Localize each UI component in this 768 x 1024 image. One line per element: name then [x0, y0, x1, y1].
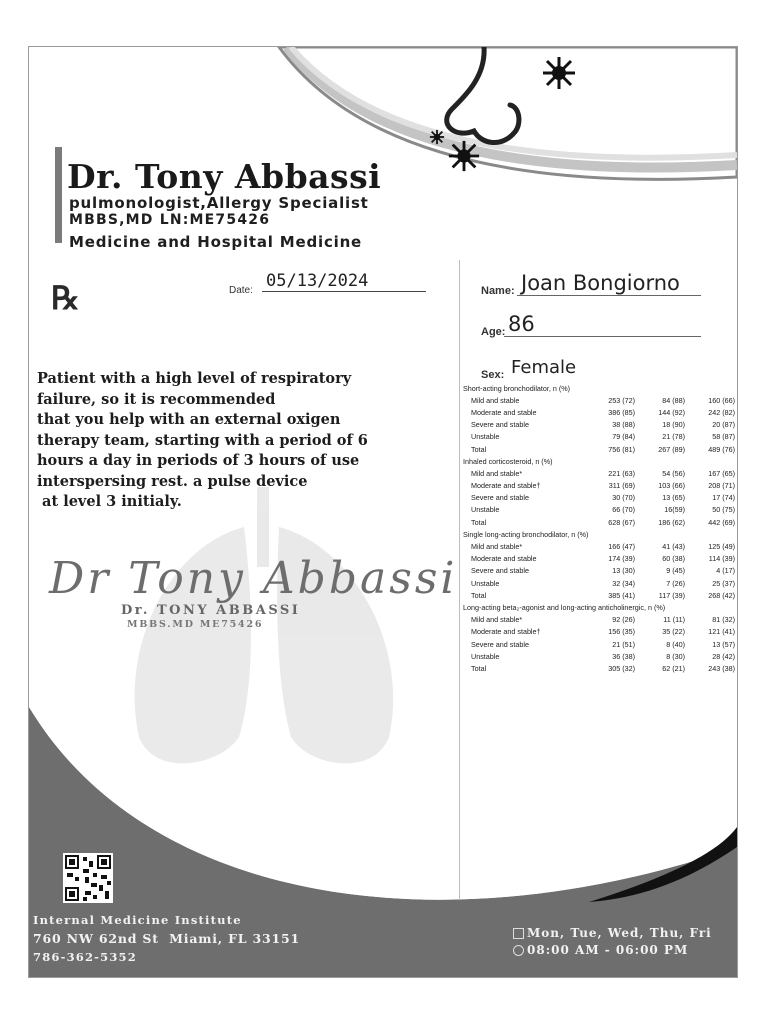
table-cell: 156 (35)	[608, 627, 635, 637]
table-cell: 54 (56)	[662, 468, 685, 478]
office-days	[513, 926, 712, 940]
row-label: Moderate and stable†	[471, 481, 541, 491]
table-cell: 4 (17)	[716, 566, 735, 576]
table-cell: 311 (69)	[608, 481, 635, 491]
table-cell: 117 (39)	[658, 590, 685, 600]
table-cell: 32 (34)	[612, 578, 635, 588]
section-title: Single long-acting bronchodilator, n (%)	[463, 529, 589, 539]
patient-sex-field: Female	[511, 357, 577, 378]
table-cell: 20 (87)	[712, 420, 735, 430]
table-cell: 114 (39)	[708, 554, 735, 564]
table-cell: 121 (41)	[708, 627, 735, 637]
table-cell: 21 (51)	[612, 639, 635, 649]
office-hours	[513, 943, 688, 957]
row-label: Moderate and stable†	[471, 627, 541, 637]
table-cell: 30 (70)	[612, 493, 635, 503]
table-cell: 36 (38)	[612, 651, 635, 661]
row-label: Total	[471, 590, 487, 600]
table-cell: 160 (66)	[708, 395, 735, 405]
table-cell: 385 (41)	[608, 590, 635, 600]
table-section-header	[463, 601, 735, 613]
table-cell: 92 (26)	[612, 615, 635, 625]
row-label: Total	[471, 517, 487, 527]
prescription-line: Patient with a high level of respiratory	[37, 370, 352, 387]
section-title: Short-acting bronchodilator, n (%)	[463, 383, 571, 393]
row-label: Unstable	[471, 578, 500, 588]
row-label: Unstable	[471, 432, 500, 442]
table-cell: 17 (74)	[712, 493, 735, 503]
table-cell: 79 (84)	[612, 432, 635, 442]
table-cell: 186 (62)	[658, 517, 685, 527]
table-row	[463, 492, 735, 504]
table-cell: 253 (72)	[608, 395, 635, 405]
row-label: Moderate and stable	[471, 554, 537, 564]
table-cell: 221 (63)	[608, 468, 635, 478]
prescription-page	[28, 46, 738, 978]
table-cell: 103 (66)	[658, 481, 685, 491]
table-cell: 50 (75)	[712, 505, 735, 515]
table-section-header	[463, 528, 735, 540]
patient-sex-label: Sex:	[481, 369, 505, 381]
table-cell: 144 (92)	[658, 407, 685, 417]
table-cell: 125 (49)	[708, 542, 735, 552]
patient-age-field: 86	[504, 312, 701, 337]
table-cell: 166 (47)	[608, 542, 635, 552]
office-days-text: Mon, Tue, Wed, Thu, Fri	[527, 926, 712, 940]
stats-table	[463, 382, 735, 675]
table-cell: 756 (81)	[608, 444, 635, 454]
row-label: Severe and stable	[471, 420, 529, 430]
table-row	[463, 650, 735, 662]
prescription-text	[37, 369, 437, 513]
prescription-line: therapy team, starting with a period of 6	[37, 431, 368, 449]
table-row	[463, 589, 735, 601]
virus-icon	[429, 129, 445, 145]
section-title: Inhaled corticosteroid, n (%)	[463, 456, 553, 466]
table-row	[463, 516, 735, 528]
table-row	[463, 480, 735, 492]
table-cell: 242 (82)	[708, 407, 735, 417]
row-label: Severe and stable	[471, 493, 529, 503]
prescription-line: that you help with an external oxigen	[37, 411, 341, 428]
row-label: Mild and stable*	[471, 468, 523, 478]
table-cell: 267 (89)	[658, 444, 685, 454]
table-cell: 167 (65)	[708, 468, 735, 478]
table-cell: 18 (90)	[662, 420, 685, 430]
rx-symbol: ℞	[51, 279, 80, 317]
row-label: Severe and stable	[471, 566, 529, 576]
table-cell: 21 (78)	[662, 432, 685, 442]
table-cell: 8 (40)	[666, 639, 685, 649]
table-cell: 13 (65)	[662, 493, 685, 503]
table-cell: 66 (70)	[612, 505, 635, 515]
institute-phone: 786-362-5352	[33, 950, 137, 964]
table-cell: 35 (22)	[662, 627, 685, 637]
accent-bar	[55, 147, 62, 243]
stats-table-grid	[463, 382, 735, 675]
patient-age-label: Age:	[481, 326, 506, 338]
table-cell: 305 (32)	[608, 663, 635, 673]
table-cell: 9 (45)	[666, 566, 685, 576]
row-label: Moderate and stable	[471, 407, 537, 417]
table-cell: 84 (88)	[662, 395, 685, 405]
table-cell: 60 (38)	[662, 554, 685, 564]
table-cell: 386 (85)	[608, 407, 635, 417]
table-cell: 628 (67)	[608, 517, 635, 527]
table-cell: 13 (30)	[612, 566, 635, 576]
doctor-name: Dr. Tony Abbassi	[67, 157, 382, 196]
table-cell: 62 (21)	[662, 663, 685, 673]
row-label: Mild and stable	[471, 395, 520, 405]
table-cell: 442 (69)	[708, 517, 735, 527]
stamp-name: Dr. TONY ABBASSI	[121, 603, 301, 618]
table-row	[463, 614, 735, 626]
table-cell: 16(59)	[664, 505, 685, 515]
prescription-line: hours a day in periods of 3 hours of use	[37, 452, 360, 469]
clock-icon	[513, 945, 524, 956]
institute-name: Internal Medicine Institute	[33, 913, 242, 927]
table-cell: 28 (42)	[712, 651, 735, 661]
table-row	[463, 419, 735, 431]
date-field: 05/13/2024	[262, 271, 426, 292]
patient-name-field: Joan Bongiorno	[517, 271, 701, 296]
table-row	[463, 565, 735, 577]
table-cell: 38 (88)	[612, 420, 635, 430]
doctor-signature: Dr Tony Abbassi	[49, 553, 458, 604]
institute-address: 760 NW 62nd St Miami, FL 33151	[33, 931, 301, 946]
table-cell: 268 (42)	[708, 590, 735, 600]
date-label: Date:	[229, 285, 253, 296]
prescription-line: at level 3 initialy.	[37, 493, 182, 510]
table-row	[463, 638, 735, 650]
row-label: Mild and stable*	[471, 615, 523, 625]
doctor-specialty: pulmonologist,Allergy Specialist	[69, 194, 369, 212]
virus-icon	[447, 139, 481, 173]
table-row	[463, 431, 735, 443]
stamp-license: MBBS.MD ME75426	[127, 619, 264, 630]
table-row	[463, 662, 735, 674]
qr-code-icon	[63, 853, 113, 903]
table-cell: 8 (30)	[666, 651, 685, 661]
calendar-icon	[513, 928, 524, 939]
table-row	[463, 467, 735, 479]
table-cell: 174 (39)	[608, 554, 635, 564]
table-row	[463, 394, 735, 406]
table-cell: 25 (37)	[712, 578, 735, 588]
table-row	[463, 540, 735, 552]
row-label: Unstable	[471, 505, 500, 515]
table-row	[463, 626, 735, 638]
row-label: Severe and stable	[471, 639, 529, 649]
table-cell: 243 (38)	[708, 663, 735, 673]
row-label: Total	[471, 663, 487, 673]
table-cell: 11 (11)	[663, 615, 685, 625]
table-cell: 13 (57)	[712, 639, 735, 649]
table-cell: 7 (26)	[666, 578, 685, 588]
doctor-license: MBBS,MD LN:ME75426	[69, 212, 271, 228]
table-row	[463, 406, 735, 418]
table-cell: 208 (71)	[708, 481, 735, 491]
table-row	[463, 553, 735, 565]
row-label: Total	[471, 444, 487, 454]
virus-icon	[541, 55, 577, 91]
prescription-line: interspersing rest. a pulse device	[37, 472, 308, 490]
doctor-department: Medicine and Hospital Medicine	[69, 233, 363, 251]
office-hours-text: 08:00 AM - 06:00 PM	[527, 943, 689, 957]
row-label: Mild and stable*	[471, 542, 523, 552]
prescription-line: failure, so it is recommended	[37, 390, 276, 408]
table-cell: 489 (76)	[708, 444, 735, 454]
table-section-header	[463, 455, 735, 467]
table-row	[463, 504, 735, 516]
table-row	[463, 577, 735, 589]
table-cell: 58 (87)	[712, 432, 735, 442]
table-section-header	[463, 382, 735, 394]
table-row	[463, 443, 735, 455]
row-label: Unstable	[471, 651, 500, 661]
table-cell: 41 (43)	[662, 542, 685, 552]
patient-name-label: Name:	[481, 285, 515, 297]
table-cell: 81 (32)	[712, 615, 735, 625]
column-divider	[459, 260, 460, 900]
section-title: Long-acting beta₂-agonist and long-acting anticholinergic, n (%)	[463, 602, 666, 612]
